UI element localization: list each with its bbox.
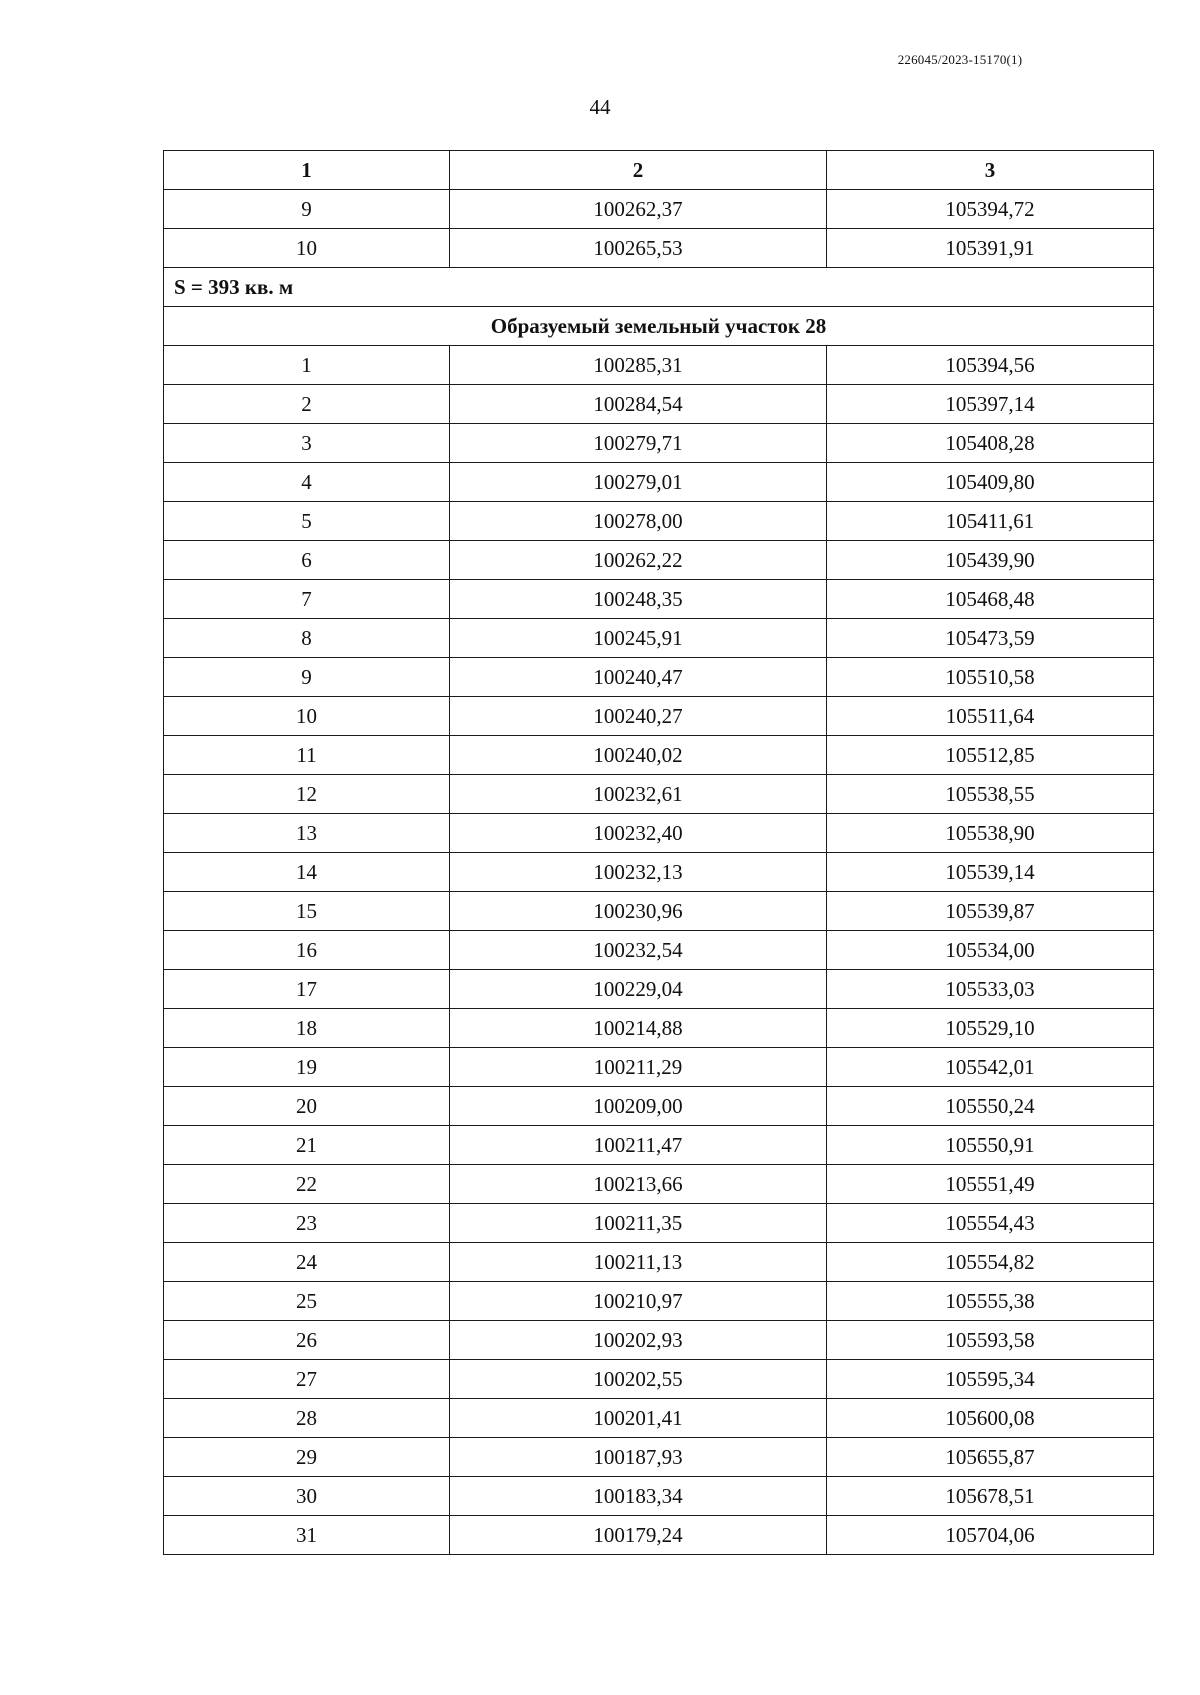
x-coordinate-cell: 100240,02 (450, 736, 827, 775)
y-coordinate-cell: 105439,90 (827, 541, 1154, 580)
y-coordinate-cell: 105539,87 (827, 892, 1154, 931)
table-row (164, 1243, 1154, 1282)
table-row (164, 1399, 1154, 1438)
table-row (164, 1516, 1154, 1555)
table-row (164, 775, 1154, 814)
y-coordinate-cell: 105510,58 (827, 658, 1154, 697)
header-cell-y: 3 (827, 151, 1154, 190)
y-coordinate-cell: 105538,55 (827, 775, 1154, 814)
table-row (164, 1321, 1154, 1360)
y-coordinate-cell: 105554,82 (827, 1243, 1154, 1282)
table-row (164, 385, 1154, 424)
x-coordinate-cell: 100211,13 (450, 1243, 827, 1282)
table-row (164, 814, 1154, 853)
x-coordinate-cell: 100211,47 (450, 1126, 827, 1165)
x-coordinate-cell: 100248,35 (450, 580, 827, 619)
y-coordinate-cell: 105394,56 (827, 346, 1154, 385)
y-coordinate-cell: 105538,90 (827, 814, 1154, 853)
y-coordinate-cell: 105511,64 (827, 697, 1154, 736)
table-row (164, 853, 1154, 892)
y-coordinate-cell: 105678,51 (827, 1477, 1154, 1516)
x-coordinate-cell: 100284,54 (450, 385, 827, 424)
point-number-cell: 10 (164, 229, 450, 268)
table-row (164, 1126, 1154, 1165)
y-coordinate-cell: 105473,59 (827, 619, 1154, 658)
table-header-row (164, 151, 1154, 190)
section-title-row (164, 307, 1154, 346)
x-coordinate-cell: 100232,13 (450, 853, 827, 892)
point-number-cell: 5 (164, 502, 450, 541)
area-label: S = 393 кв. м (164, 268, 1154, 307)
y-coordinate-cell: 105554,43 (827, 1204, 1154, 1243)
y-coordinate-cell: 105704,06 (827, 1516, 1154, 1555)
coordinates-table (163, 150, 1154, 1555)
x-coordinate-cell: 100245,91 (450, 619, 827, 658)
x-coordinate-cell: 100232,61 (450, 775, 827, 814)
point-number-cell: 24 (164, 1243, 450, 1282)
point-number-cell: 28 (164, 1399, 450, 1438)
x-coordinate-cell: 100229,04 (450, 970, 827, 1009)
y-coordinate-cell: 105411,61 (827, 502, 1154, 541)
table-row (164, 1009, 1154, 1048)
point-number-cell: 30 (164, 1477, 450, 1516)
y-coordinate-cell: 105394,72 (827, 190, 1154, 229)
point-number-cell: 9 (164, 658, 450, 697)
x-coordinate-cell: 100209,00 (450, 1087, 827, 1126)
point-number-cell: 8 (164, 619, 450, 658)
x-coordinate-cell: 100285,31 (450, 346, 827, 385)
point-number-cell: 17 (164, 970, 450, 1009)
point-number-cell: 29 (164, 1438, 450, 1477)
point-number-cell: 11 (164, 736, 450, 775)
x-coordinate-cell: 100187,93 (450, 1438, 827, 1477)
table-row (164, 541, 1154, 580)
point-number-cell: 9 (164, 190, 450, 229)
y-coordinate-cell: 105550,24 (827, 1087, 1154, 1126)
point-number-cell: 26 (164, 1321, 450, 1360)
table-row (164, 1087, 1154, 1126)
x-coordinate-cell: 100278,00 (450, 502, 827, 541)
point-number-cell: 20 (164, 1087, 450, 1126)
table-row (164, 1048, 1154, 1087)
x-coordinate-cell: 100262,37 (450, 190, 827, 229)
x-coordinate-cell: 100279,71 (450, 424, 827, 463)
point-number-cell: 4 (164, 463, 450, 502)
table-row (164, 502, 1154, 541)
table-row (164, 931, 1154, 970)
coordinates-table-body (164, 151, 1154, 1555)
y-coordinate-cell: 105533,03 (827, 970, 1154, 1009)
x-coordinate-cell: 100232,54 (450, 931, 827, 970)
table-row (164, 190, 1154, 229)
x-coordinate-cell: 100213,66 (450, 1165, 827, 1204)
point-number-cell: 21 (164, 1126, 450, 1165)
point-number-cell: 16 (164, 931, 450, 970)
x-coordinate-cell: 100202,93 (450, 1321, 827, 1360)
y-coordinate-cell: 105468,48 (827, 580, 1154, 619)
y-coordinate-cell: 105391,91 (827, 229, 1154, 268)
point-number-cell: 25 (164, 1282, 450, 1321)
table-row (164, 658, 1154, 697)
y-coordinate-cell: 105550,91 (827, 1126, 1154, 1165)
x-coordinate-cell: 100210,97 (450, 1282, 827, 1321)
y-coordinate-cell: 105600,08 (827, 1399, 1154, 1438)
x-coordinate-cell: 100265,53 (450, 229, 827, 268)
point-number-cell: 14 (164, 853, 450, 892)
x-coordinate-cell: 100240,27 (450, 697, 827, 736)
section-title: Образуемый земельный участок 28 (164, 307, 1154, 346)
table-row (164, 1282, 1154, 1321)
point-number-cell: 19 (164, 1048, 450, 1087)
y-coordinate-cell: 105512,85 (827, 736, 1154, 775)
table-row (164, 424, 1154, 463)
x-coordinate-cell: 100230,96 (450, 892, 827, 931)
x-coordinate-cell: 100211,29 (450, 1048, 827, 1087)
x-coordinate-cell: 100279,01 (450, 463, 827, 502)
y-coordinate-cell: 105551,49 (827, 1165, 1154, 1204)
point-number-cell: 3 (164, 424, 450, 463)
table-row (164, 229, 1154, 268)
y-coordinate-cell: 105534,00 (827, 931, 1154, 970)
x-coordinate-cell: 100183,34 (450, 1477, 827, 1516)
y-coordinate-cell: 105593,58 (827, 1321, 1154, 1360)
point-number-cell: 2 (164, 385, 450, 424)
point-number-cell: 27 (164, 1360, 450, 1399)
y-coordinate-cell: 105555,38 (827, 1282, 1154, 1321)
x-coordinate-cell: 100201,41 (450, 1399, 827, 1438)
document-reference: 226045/2023-15170(1) (897, 52, 1023, 67)
y-coordinate-cell: 105655,87 (827, 1438, 1154, 1477)
point-number-cell: 7 (164, 580, 450, 619)
y-coordinate-cell: 105408,28 (827, 424, 1154, 463)
page-number: 44 (589, 95, 611, 119)
x-coordinate-cell: 100232,40 (450, 814, 827, 853)
point-number-cell: 6 (164, 541, 450, 580)
y-coordinate-cell: 105409,80 (827, 463, 1154, 502)
table-row (164, 697, 1154, 736)
table-row (164, 892, 1154, 931)
x-coordinate-cell: 100262,22 (450, 541, 827, 580)
table-row (164, 463, 1154, 502)
y-coordinate-cell: 105595,34 (827, 1360, 1154, 1399)
point-number-cell: 12 (164, 775, 450, 814)
header-cell-x: 2 (450, 151, 827, 190)
table-row (164, 1165, 1154, 1204)
y-coordinate-cell: 105529,10 (827, 1009, 1154, 1048)
x-coordinate-cell: 100179,24 (450, 1516, 827, 1555)
area-row (164, 268, 1154, 307)
y-coordinate-cell: 105539,14 (827, 853, 1154, 892)
table-row (164, 619, 1154, 658)
point-number-cell: 10 (164, 697, 450, 736)
point-number-cell: 1 (164, 346, 450, 385)
y-coordinate-cell: 105397,14 (827, 385, 1154, 424)
x-coordinate-cell: 100240,47 (450, 658, 827, 697)
point-number-cell: 18 (164, 1009, 450, 1048)
table-row (164, 580, 1154, 619)
table-row (164, 736, 1154, 775)
point-number-cell: 23 (164, 1204, 450, 1243)
table-row (164, 1360, 1154, 1399)
y-coordinate-cell: 105542,01 (827, 1048, 1154, 1087)
table-row (164, 1477, 1154, 1516)
point-number-cell: 22 (164, 1165, 450, 1204)
table-row (164, 346, 1154, 385)
x-coordinate-cell: 100214,88 (450, 1009, 827, 1048)
x-coordinate-cell: 100202,55 (450, 1360, 827, 1399)
point-number-cell: 13 (164, 814, 450, 853)
table-row (164, 970, 1154, 1009)
table-row (164, 1204, 1154, 1243)
x-coordinate-cell: 100211,35 (450, 1204, 827, 1243)
header-cell-point: 1 (164, 151, 450, 190)
point-number-cell: 15 (164, 892, 450, 931)
table-row (164, 1438, 1154, 1477)
point-number-cell: 31 (164, 1516, 450, 1555)
